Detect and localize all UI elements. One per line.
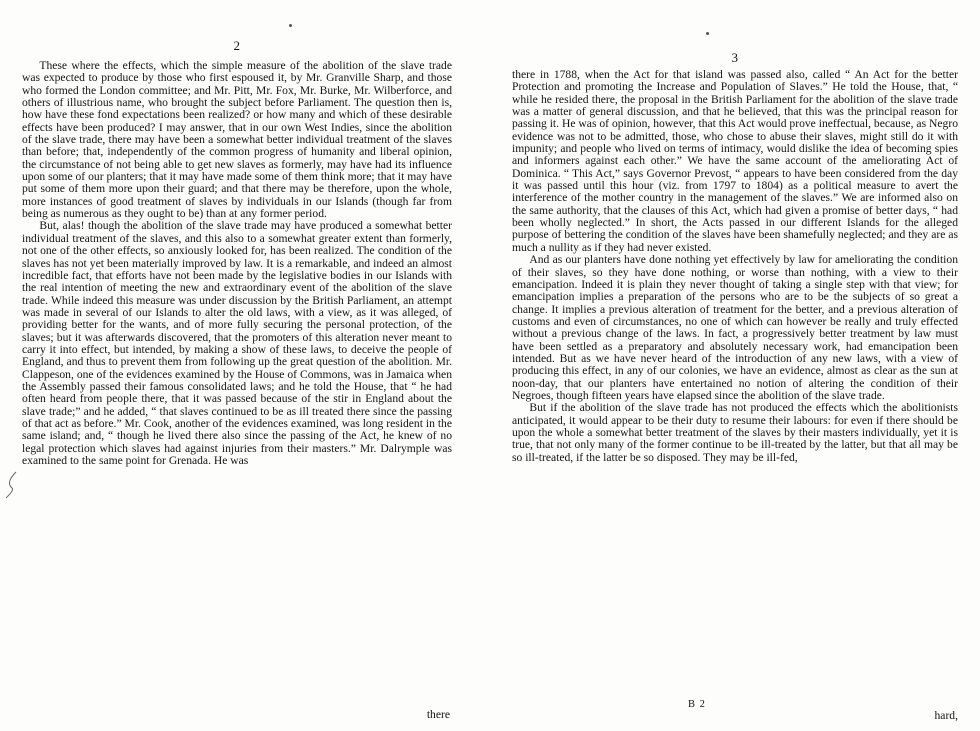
paragraph: And as our planters have done nothing yet effectively by law for ameliorating the condition of their slaves, so they have done nothing, or worse than nothing, with a view to their emancipation. Indeed it is plain they never thought of taking a single step with that view; for emancipation implies a preparation of the persons who are to be the subjects of so great a change. It implies a previous alteration of treatment for the better, and a previous alteration of customs and even of circumstances, no one of which can however be really and truly effected without a previous change of the laws. In fact, a progressively better treatment by law must have been settled as a preparatory and absolutely necessary work, had emancipation been intended. But as we have never heard of the introduction of any new laws, with a view of producing this effect, in any of our colonies, we have an evidence, almost as clear as the sun at noon-day, that our planters have entertained no notion of altering the condition of their Negroes, though fifteen years have elapsed since the abolition of the slave trade. — [512, 253, 958, 402]
paragraph: But, alas! though the abolition of the slave trade may have produced a somewhat better individual treatment of the slaves, and this also to a somewhat greater extent than formerly, not one of the other effects, so anxiously looked for, has been realized. The condition of the slaves has not yet been materially improved by law. It is a remarkable, and indeed an almost incredible fact, that efforts have not been made by the legislative bodies in our Islands with the real intention of meeting the new and extraordinary event of the abolition of the slave trade. While indeed this measure was under discussion by the British Parliament, an attempt was made in several of our Islands to alter the old laws, with a view, as it was alleged, of providing better for the wants, and of more fully securing the personal protection, of the slaves; but it was afterwards discovered, that the promoters of this alteration never meant to carry it into effect, but intended, by making a show of these laws, to deceive the people of England, and thus to prevent them from following up the great question of the abolition. Mr. Clappeson, one of the evidences examined by the House of Commons, was in Jamaica when the Assembly passed their famous consolidated laws; and he told the House, that “ he had often heard from people there, that it was passed because of the stir in England about the slave trade;” and he added, “ that slaves continued to be as ill treated there since the passing of that act as before.” Mr. Cook, another of the evidences examined, was long resident in the same island; and, “ though he lived there also since the passing of the Act, he knew of no legal protection which slaves had against injuries from their masters.” Mr. Dalrymple was examined to the same point for Grenada. He was — [22, 219, 452, 467]
page-number: 2 — [233, 38, 241, 53]
body-text — [512, 69, 958, 464]
paragraph: But if the abolition of the slave trade has not produced the effects which the abolitionists anticipated, it would appear to be their duty to resume their labours: for even if there should be upon the whole a somewhat better treatment of the slaves by their masters individually, yet it is true, that not only many of the former continue to be ill-treated by the latter, but that all may be so ill-treated, if the latter be so disposed. They may be ill-fed, — [512, 401, 958, 464]
paragraph: These where the effects, which the simple measure of the abolition of the slave trade was expected to produce by those who first espoused it, by Mr. Granville Sharp, and those who formed the London committee; and Mr. Pitt, Mr. Fox, Mr. Burke, Mr. Wilberforce, and others of illustrious name, who brought the subject before Parliament. The question then is, how have these fond expectations been realized? or how many and which of these desirable effects have been produced? I may answer, that in our own West Indies, since the abolition of the slave trade, there may have been a somewhat better individual treatment of the slaves than before; that, independently of the common progress of humanity and liberal opinion, the circumstance of not being able to get new slaves as formerly, may have had its influence upon some of our planters; that it may have made some of them think more; that it may have put some of them more upon their guard; and that there may be therefore, upon the whole, more instances of good treatment of slaves by individuals in our Islands (though far from being as numerous as they ought to be) than at any former period. — [22, 59, 452, 221]
margin-pencil-mark — [4, 470, 18, 505]
page-number: 3 — [731, 50, 739, 65]
left-page — [22, 0, 452, 731]
signature-mark: B 2 — [688, 699, 706, 710]
right-page — [512, 0, 958, 731]
catchword: hard, — [934, 709, 958, 722]
body-text — [22, 60, 452, 467]
catchword: there — [426, 708, 450, 721]
paragraph: there in 1788, when the Act for that island was passed also, called “ An Act for the better Protection and promoting the Increase and Population of Slaves.” He told the House, that, “ while he resided there, the proposal in the British Parliament for the abolition of the slave trade was a matter of general discussion, and that he believed, that this was the principal reason for passing it. He was of opinion, however, that this Act would prove ineffectual, because, as Negro evidence was not to be admitted, those, who chose to abuse their slaves, might still do it with impunity; and people who lived on terms of intimacy, would dislike the idea of becoming spies and informers against each other.” We have the same account of the ameliorating Act of Dominica. “ This Act,” says Governor Prevost, “ appears to have been considered from the day it was passed until this hour (viz. from 1797 to 1804) as a political measure to avert the interference of the mother country in the management of the slaves.” We are informed also on the same authority, that the clauses of this Act, which had given a promise of better days, “ had been wholly neglected.” In short, the Acts passed in our different Islands for the alleged purpose of bettering the condition of the slaves have been shamefully neglected; and they are as much a nullity as if they had never existed. — [512, 68, 958, 254]
